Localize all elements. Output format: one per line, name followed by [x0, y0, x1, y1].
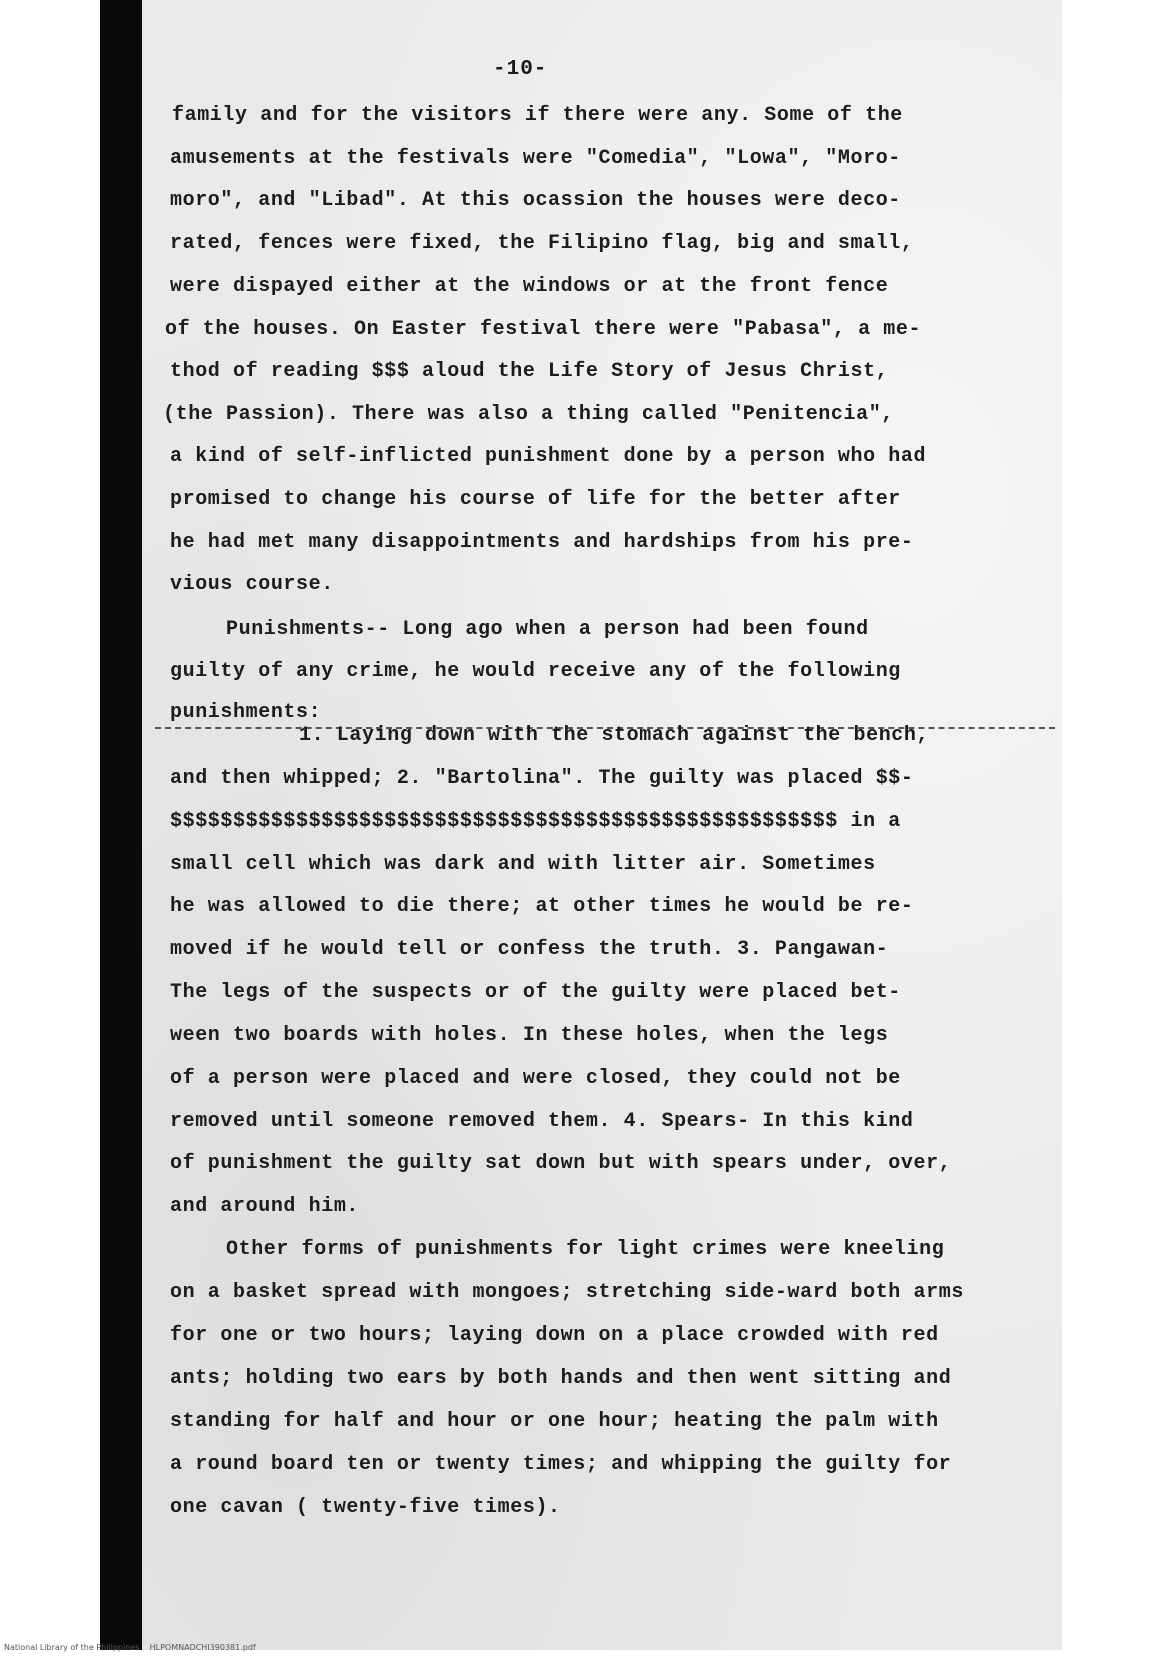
paragraph-start-line: Other forms of punishments for light crimes were kneeling	[226, 1238, 945, 1261]
text-line: ants; holding two ears by both hands and then went sitting and	[170, 1367, 952, 1390]
section-heading-line: Punishments-- Long ago when a person had been found	[226, 618, 869, 641]
text-line: and around him.	[170, 1195, 360, 1218]
text-line: of punishment the guilty sat down but with spears under, over,	[170, 1152, 952, 1175]
text-line: rated, fences were fixed, the Filipino flag, big and small,	[170, 232, 914, 255]
footer-filename: HLPOMNADCHI390381.pdf	[149, 1643, 256, 1652]
text-line: standing for half and hour or one hour; heating the palm with	[170, 1410, 939, 1433]
footer-source	[4, 1643, 256, 1652]
text-line: thod of reading $$$ aloud the Life Story of Jesus Christ,	[170, 360, 889, 383]
text-line: on a basket spread with mongoes; stretching side-ward both arms	[170, 1281, 964, 1304]
text-line: 1. Laying down with the stomach against the bench,	[299, 724, 930, 747]
text-line: family and for the visitors if there were any. Some of the	[172, 104, 903, 127]
scan-edge-strip	[100, 0, 142, 1650]
page-number: -10-	[493, 58, 548, 81]
text-line: moved if he would tell or confess the truth. 3. Pangawan-	[170, 938, 889, 961]
text-line: moro", and "Libad". At this ocassion the houses were deco-	[170, 189, 901, 212]
text-line: one cavan ( twenty-five times).	[170, 1496, 561, 1519]
text-line: guilty of any crime, he would receive any of the following	[170, 660, 901, 683]
footer-library: National Library of the Philippines	[4, 1643, 140, 1652]
text-line: were dispayed either at the windows or at the front fence	[170, 275, 889, 298]
struck-out-line: $$$$$$$$$$$$$$$$$$$$$$$$$$$$$$$$$$$$$$$$$$$$$$$$$$$$$ in a	[170, 810, 901, 833]
text-line: removed until someone removed them. 4. Spears- In this kind	[170, 1110, 914, 1133]
text-line: vious course.	[170, 573, 334, 596]
text-line: The legs of the suspects or of the guilty were placed bet-	[170, 981, 901, 1004]
text-line: he had met many disappointments and hardships from his pre-	[170, 531, 914, 554]
text-line: for one or two hours; laying down on a place crowded with red	[170, 1324, 939, 1347]
text-line: a round board ten or twenty times; and whipping the guilty for	[170, 1453, 952, 1476]
text-line: of a person were placed and were closed, they could not be	[170, 1067, 901, 1090]
text-line: of the houses. On Easter festival there were "Pabasa", a me-	[165, 318, 922, 341]
text-line: and then whipped; 2. "Bartolina". The guilty was placed $$-	[170, 767, 914, 790]
text-line: (the Passion). There was also a thing called "Penitencia",	[163, 403, 894, 426]
text-line: he was allowed to die there; at other times he would be re-	[170, 895, 914, 918]
text-line: promised to change his course of life for the better after	[170, 488, 901, 511]
text-line: amusements at the festivals were "Comedia", "Lowa", "Moro-	[170, 147, 901, 170]
text-line: punishments:	[170, 701, 322, 724]
text-line: a kind of self-inflicted punishment done by a person who had	[170, 445, 927, 468]
text-line: ween two boards with holes. In these holes, when the legs	[170, 1024, 889, 1047]
text-line: small cell which was dark and with litter air. Sometimes	[170, 853, 876, 876]
